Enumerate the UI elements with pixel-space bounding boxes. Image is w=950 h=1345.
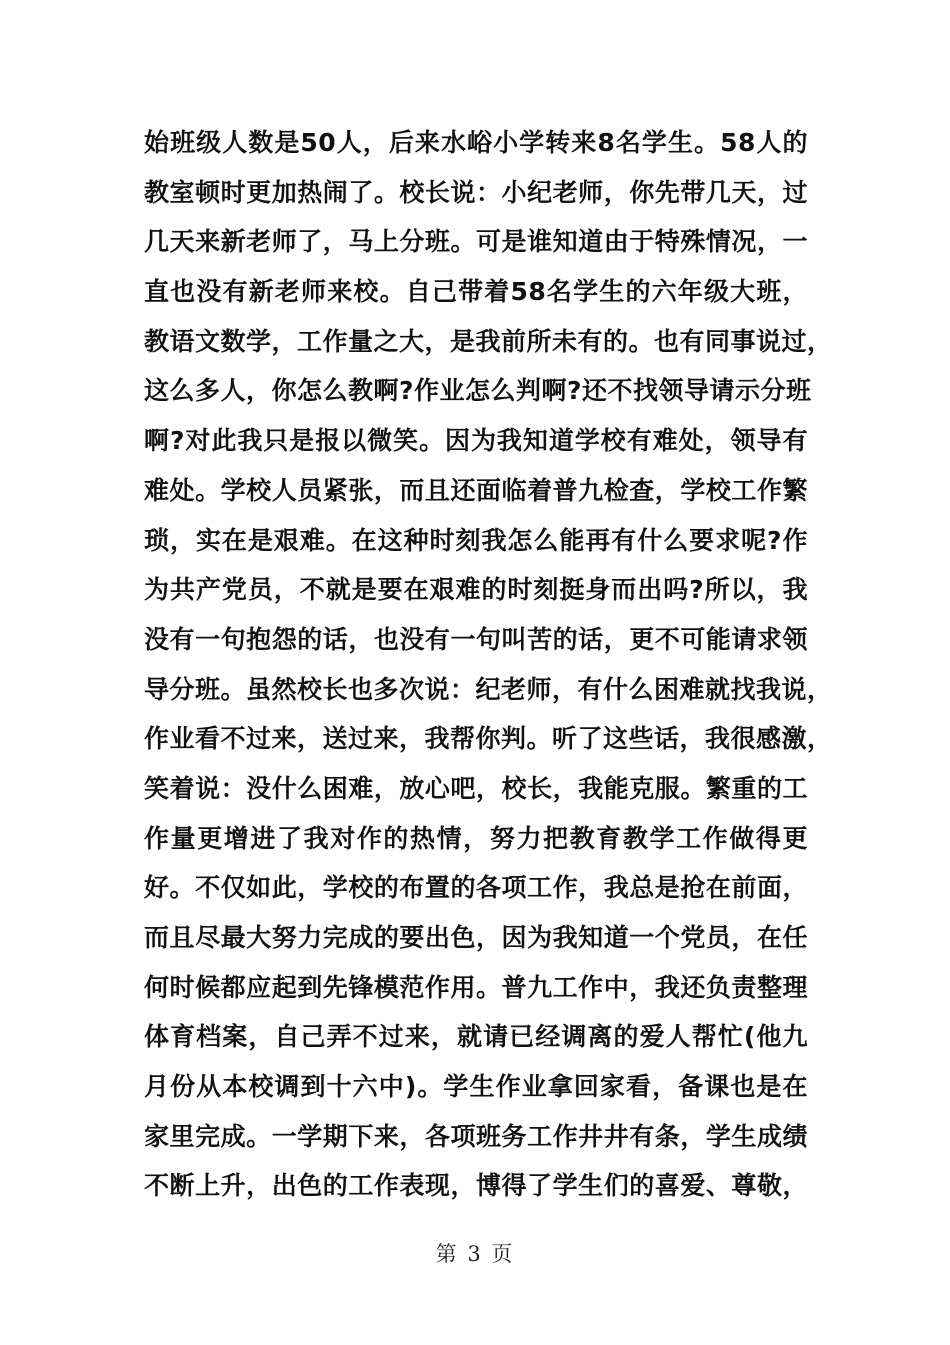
text-line: 而且尽最大努力完成的要出色，因为我知道一个党员，在任 (144, 923, 808, 952)
text-line: 家里完成。一学期下来，各项班务工作井井有条，学生成绩 (144, 1121, 808, 1151)
text-line: 作量更增进了我对作的热情，努力把教育教学工作做得更 (144, 823, 808, 853)
text-line: 琐，实在是艰难。在这种时刻我怎么能再有什么要求呢?作 (144, 525, 808, 555)
text-line: 为共产党员，不就是要在艰难的时刻挺身而出吗?所以，我 (144, 575, 808, 605)
text-line: 笑着说：没什么困难，放心吧，校长，我能克服。繁重的工 (144, 773, 808, 803)
text-line: 作业看不过来，送过来，我帮你判。听了这些话，我很感激， (144, 724, 833, 754)
text-line: 何时候都应起到先锋模范作用。普九工作中，我还负责整理 (144, 972, 808, 1002)
text-line: 月份从本校调到十六中)。学生作业拿回家看，备课也是在 (144, 1072, 808, 1102)
text-line: 好。不仅如此，学校的布置的各项工作，我总是抢在前面， (144, 873, 808, 903)
body-text (144, 118, 833, 1211)
text-line: 体育档案，自己弄不过来，就请已经调离的爱人帮忙(他九 (144, 1022, 808, 1052)
text-line: 教语文数学，工作量之大，是我前所未有的。也有同事说过， (144, 326, 833, 356)
text-line: 难处。学校人员紧张，而且还面临着普九检查，学校工作繁 (144, 475, 808, 505)
text-line: 教室顿时更加热闹了。校长说：小纪老师，你先带几天，过 (144, 177, 808, 207)
text-line: 不断上升，出色的工作表现，博得了学生们的喜爱、尊敬， (144, 1171, 808, 1201)
text-line: 几天来新老师了，马上分班。可是谁知道由于特殊情况，一 (144, 227, 808, 257)
text-line: 始班级人数是50人，后来水峪小学转来8名学生。58人的 (144, 128, 808, 157)
text-line: 没有一句抱怨的话，也没有一句叫苦的话，更不可能请求领 (144, 624, 808, 654)
page-number: 第 3 页 (435, 1242, 515, 1266)
text-line: 啊?对此我只是报以微笑。因为我知道学校有难处，领导有 (144, 426, 808, 456)
text-line: 导分班。虽然校长也多次说：纪老师，有什么困难就找我说， (144, 674, 833, 704)
text-line: 直也没有新老师来校。自己带着58名学生的六年级大班， (144, 277, 808, 307)
text-line: 这么多人，你怎么教啊?作业怎么判啊?还不找领导请示分班 (144, 376, 812, 406)
